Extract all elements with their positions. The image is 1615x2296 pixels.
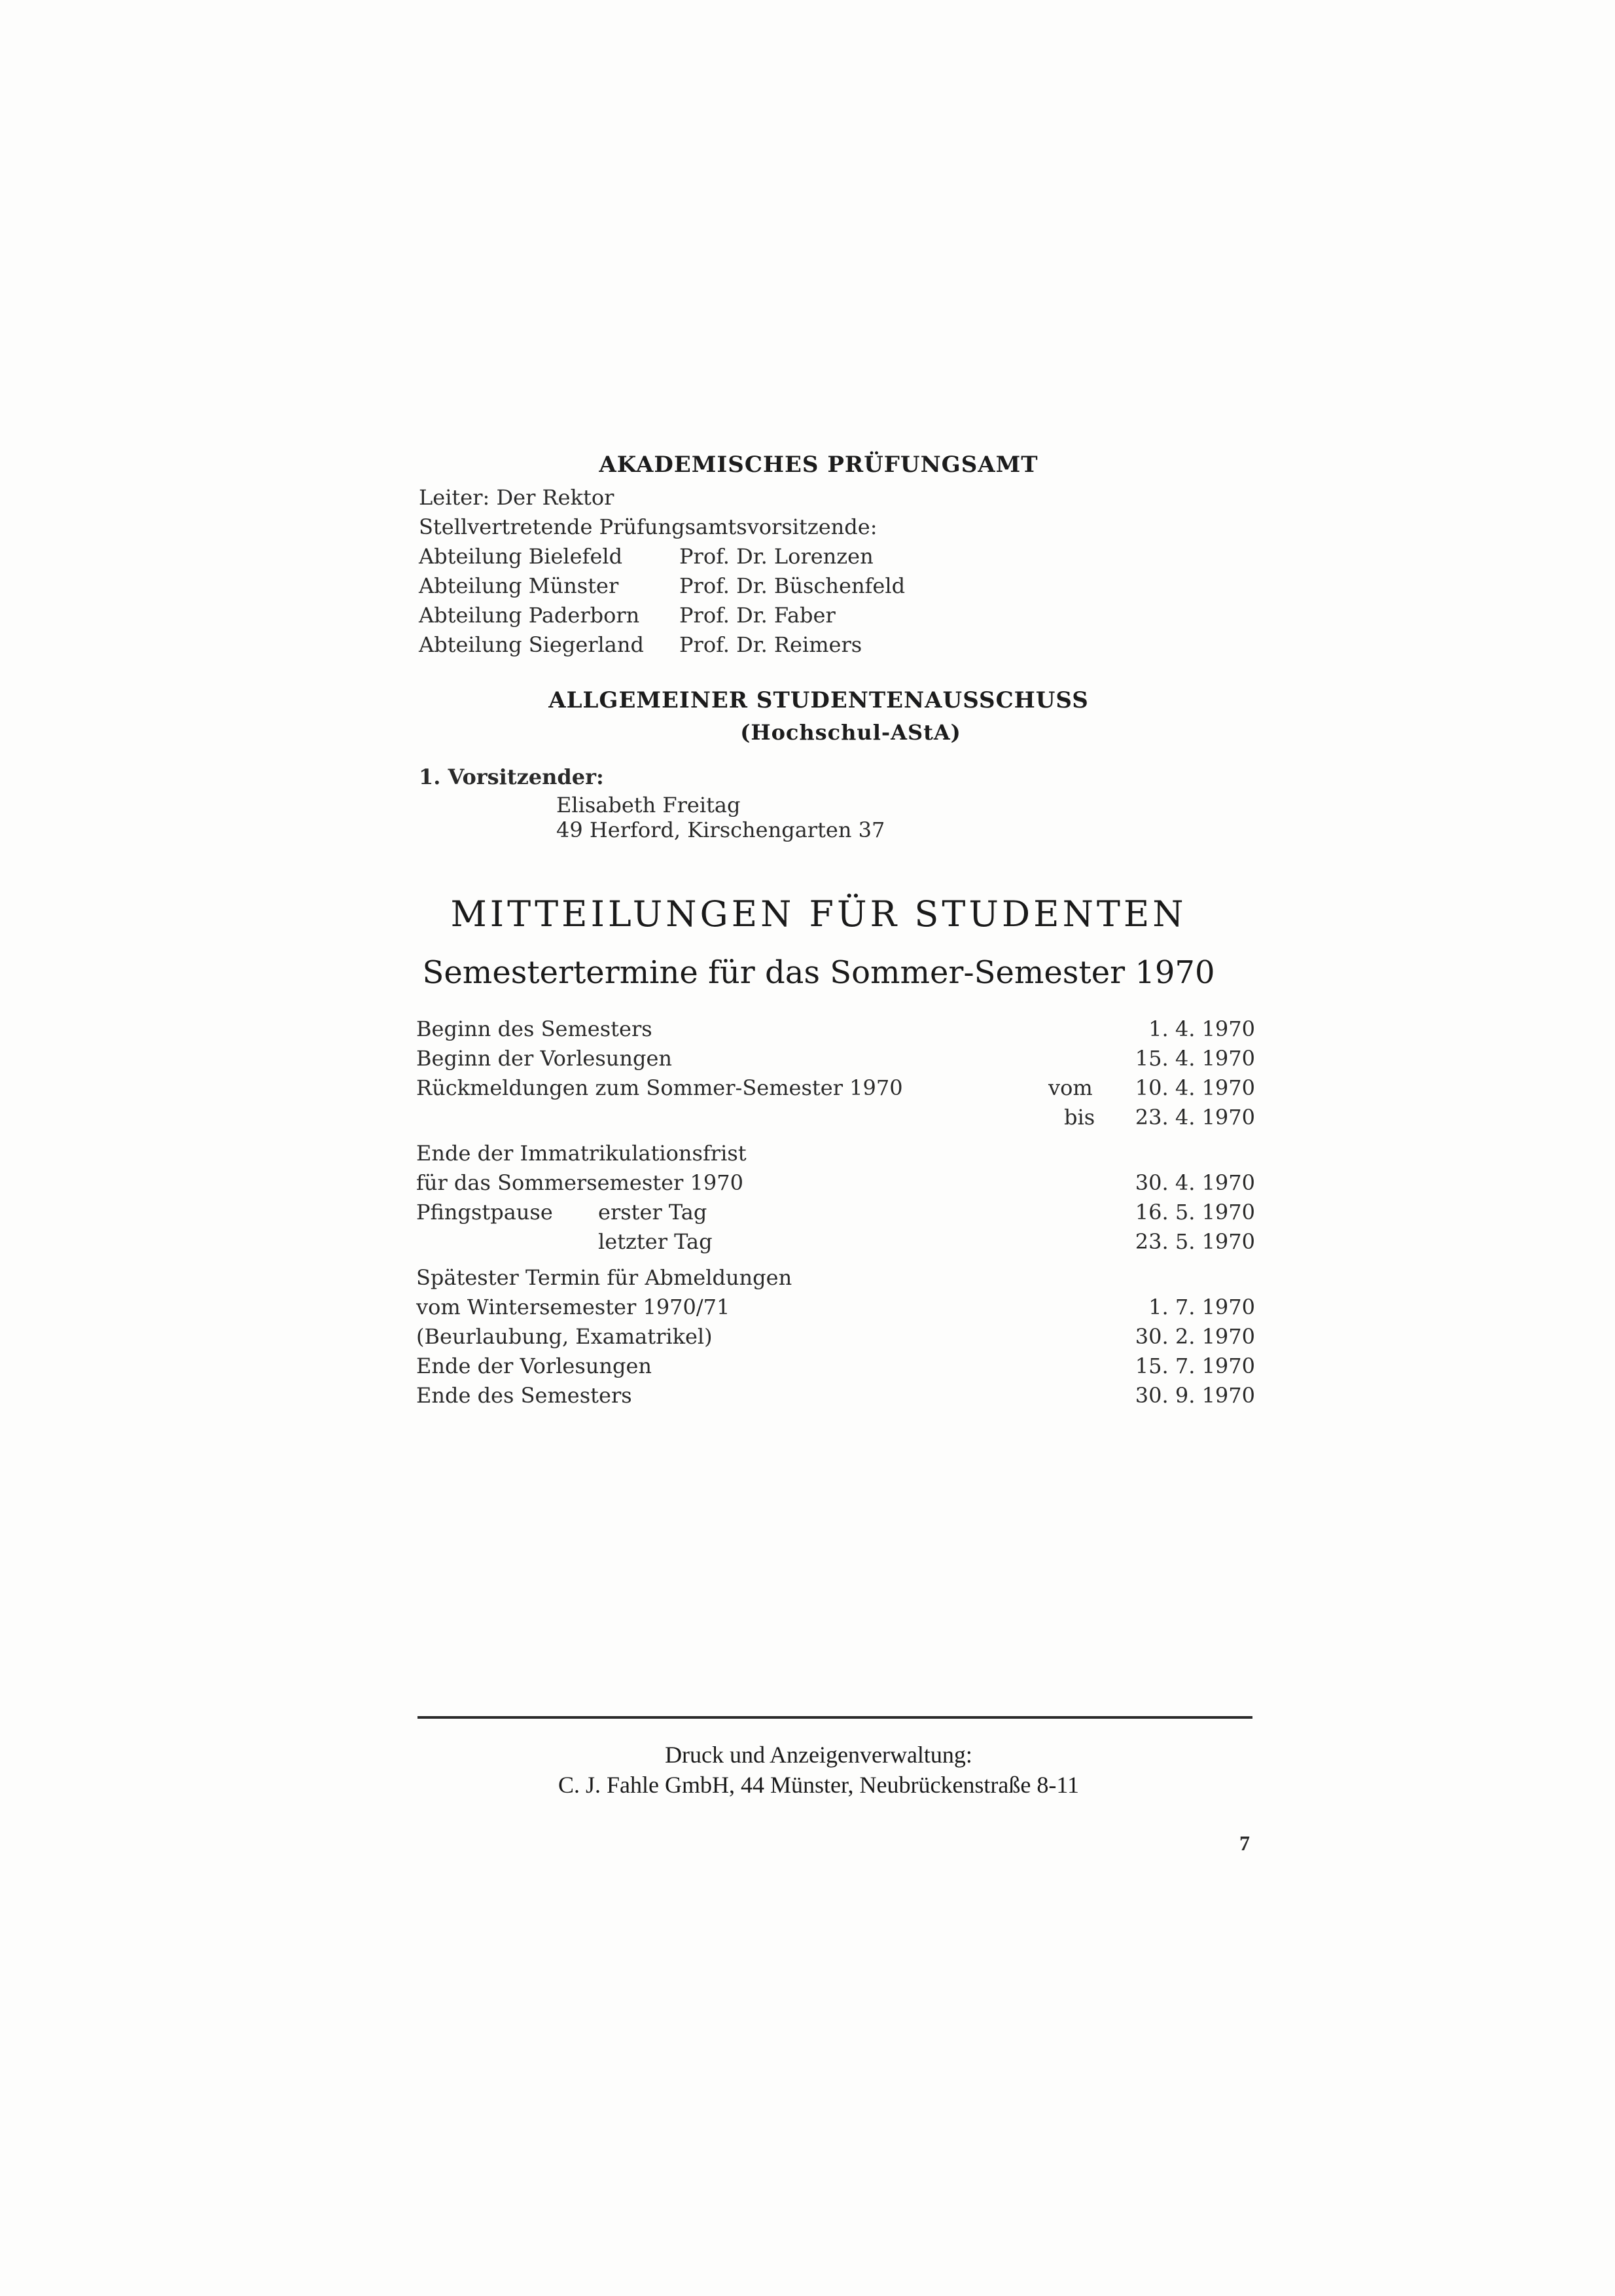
row-label: Beginn des Semesters [416,1016,652,1041]
pruefungsamt-stellvertretende: Stellvertretende Prüfungsamtsvorsitzende: [419,514,878,539]
mitteilungen-title: MITTEILUNGEN FÜR STUDENTEN [450,893,1187,935]
row-date: 23. 4. 1970 [1135,1105,1255,1130]
table-row [416,1352,1255,1381]
row-label: für das Sommersemester 1970 [416,1170,743,1195]
row-date: 15. 4. 1970 [1135,1046,1255,1071]
row-date: 15. 7. 1970 [1135,1354,1255,1378]
table-row [416,1139,1255,1168]
row-date: 30. 2. 1970 [1135,1324,1255,1349]
pruefungsamt-row-name: Prof. Dr. Reimers [679,632,862,657]
table-row [416,1322,1255,1352]
row-label: vom Wintersemester 1970/71 [416,1295,730,1319]
pruefungsamt-row: Abteilung Münster [419,573,619,598]
row-date: 23. 5. 1970 [1135,1229,1255,1254]
semestertermine-table [416,1014,1255,1420]
asta-subtitle: (Hochschul-AStA) [740,720,961,745]
footer-rule [417,1716,1252,1719]
table-row [416,1381,1255,1410]
row-date: 30. 4. 1970 [1135,1170,1255,1195]
row-label: Spätester Termin für Abmeldungen [416,1265,792,1290]
row-label: Rückmeldungen zum Sommer-Semester 1970 [416,1075,903,1100]
asta-name: Elisabeth Freitag [556,793,741,817]
table-row [416,1044,1255,1073]
row-date: 30. 9. 1970 [1135,1383,1255,1408]
row-date: 10. 4. 1970 [1135,1075,1255,1100]
row-label: Ende der Vorlesungen [416,1354,652,1378]
row-label: Ende der Immatrikulationsfrist [416,1141,747,1166]
pruefungsamt-row: Abteilung Siegerland [419,632,644,657]
pruefungsamt-row: Abteilung Bielefeld [419,544,623,569]
page-number: 7 [1239,1831,1250,1855]
row-label: (Beurlaubung, Examatrikel) [416,1324,713,1349]
row-label: Pfingstpause [416,1200,553,1225]
row-label: Ende des Semesters [416,1383,632,1408]
table-row [416,1168,1255,1198]
pruefungsamt-row: Abteilung Paderborn [419,603,640,628]
table-row [416,1198,1255,1227]
table-row [416,1073,1255,1103]
row-label: Beginn der Vorlesungen [416,1046,673,1071]
pruefungsamt-leiter: Leiter: Der Rektor [419,485,614,510]
row-date: 1. 7. 1970 [1148,1295,1255,1319]
table-row [416,1293,1255,1322]
asta-heading: ALLGEMEINER STUDENTENAUSSCHUSS [548,687,1089,713]
pruefungsamt-row-name: Prof. Dr. Büschenfeld [679,573,906,598]
table-row [416,1263,1255,1293]
asta-vorsitz-label: 1. Vorsitzender: [419,764,604,789]
row-mid: bis [1064,1105,1095,1130]
row-date: 16. 5. 1970 [1135,1200,1255,1225]
table-row [416,1103,1255,1132]
pruefungsamt-heading: AKADEMISCHES PRÜFUNGSAMT [599,452,1038,478]
asta-address: 49 Herford, Kirschengarten 37 [556,817,885,842]
row-mid: vom [1048,1075,1093,1100]
table-row [416,1014,1255,1044]
footer-line1: Druck und Anzeigenverwaltung: [665,1742,972,1768]
row-sublabel: erster Tag [598,1200,707,1225]
table-row [416,1227,1255,1257]
pruefungsamt-row-name: Prof. Dr. Lorenzen [679,544,874,569]
row-date: 1. 4. 1970 [1148,1016,1255,1041]
mitteilungen-subtitle: Semestertermine für das Sommer-Semester 1970 [422,954,1215,991]
pruefungsamt-row-name: Prof. Dr. Faber [679,603,836,628]
row-sublabel: letzter Tag [598,1229,713,1254]
footer-line2: C. J. Fahle GmbH, 44 Münster, Neubrückenstraße 8-11 [558,1772,1080,1798]
